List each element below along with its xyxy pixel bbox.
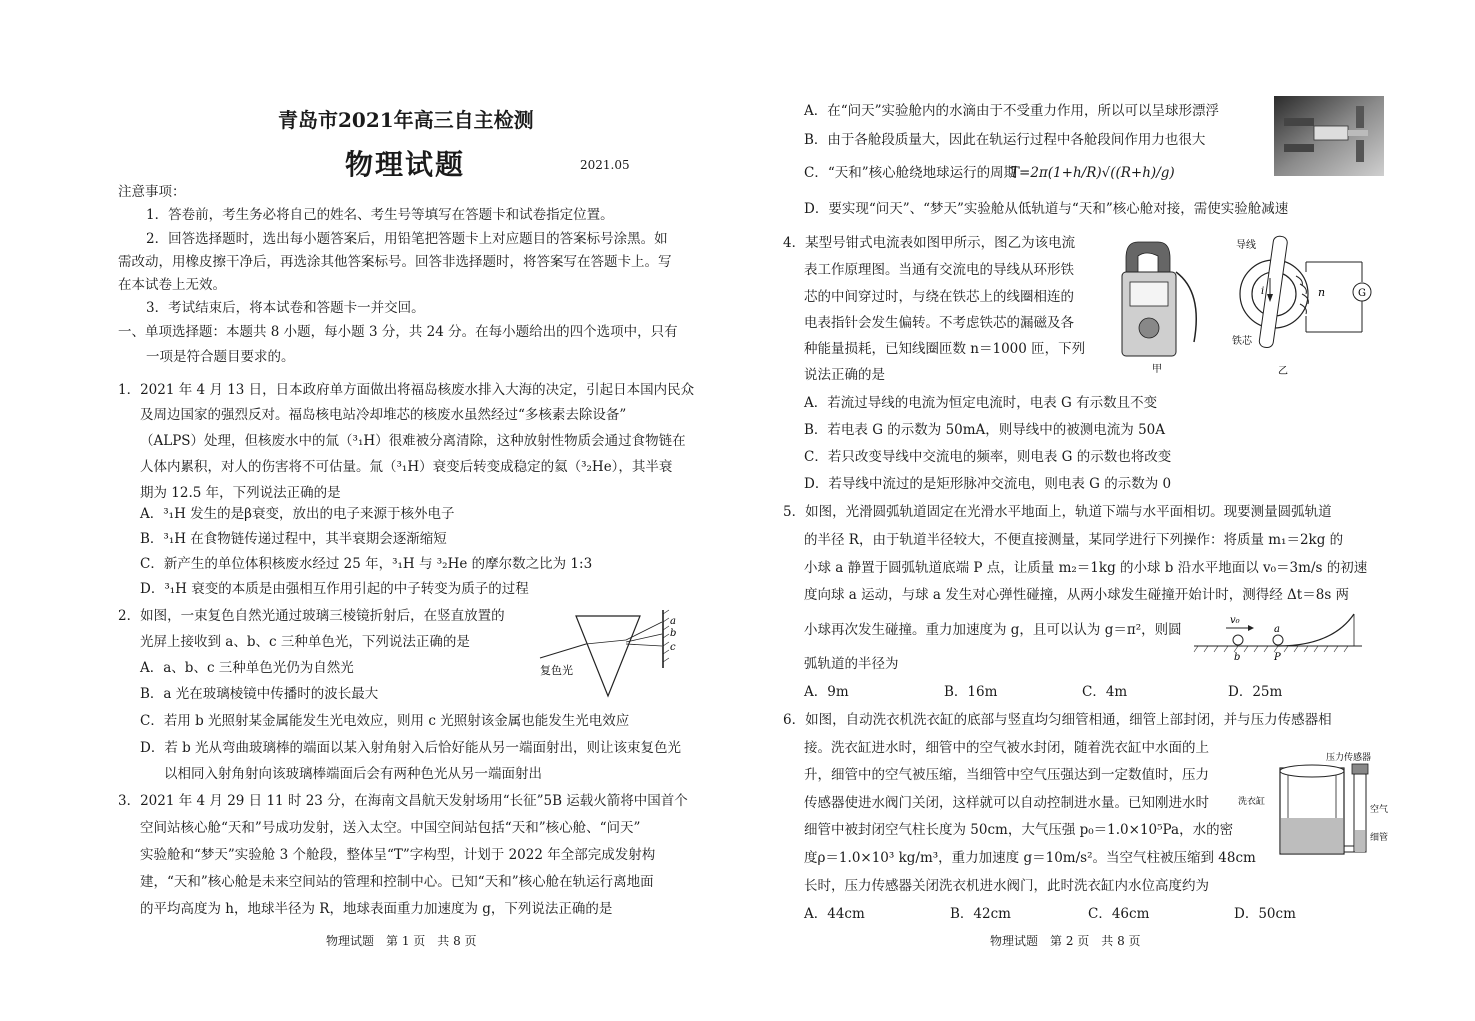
incident-ray	[540, 644, 586, 658]
question-3-line: 空间站核心舱“天和”号成功发射，送入太空。中国空间站包括“天和”核心舱、“问天”	[140, 820, 641, 836]
prism-figure	[536, 608, 686, 700]
prism-shape	[576, 616, 640, 696]
question-4-line: 表工作原理图。当通有交流电的导线从环形铁	[804, 262, 1074, 278]
washing-machine-figure	[1236, 748, 1396, 863]
question-5-line: 度向球 a 运动，与球 a 发生对心弹性碰撞，从两小球发生碰撞开始计时，测得经 Δt＝8s 两	[804, 587, 1350, 603]
question-3-option-b: B．由于各舱段质量大，因此在轨运行过程中各舱段间作用力也很大	[804, 132, 1206, 148]
ball-a-label: a	[1274, 624, 1280, 635]
question-5-line: 5．如图，光滑圆弧轨道固定在光滑水平地面上，轨道下端与水平面相切。现要测量圆弧轨道	[783, 504, 1332, 520]
ball-b	[1233, 635, 1243, 645]
section-heading-cont: 一项是符合题目要求的。	[146, 349, 295, 365]
question-6-line: 接。洗衣缸进水时，细管中的空气被水封闭，随着洗衣缸中水面的上	[804, 740, 1209, 756]
note-line: 3．考试结束后，将本试卷和答题卡一并交回。	[146, 300, 425, 316]
notes-heading: 注意事项：	[118, 184, 186, 200]
question-4-line: 芯的中间穿过时，与绕在铁芯上的线圈相连的	[804, 289, 1074, 305]
question-4-line: 4．某型号钳式电流表如图甲所示，图乙为该电流	[783, 235, 1076, 251]
label-b: b	[670, 628, 677, 639]
question-1-option-b: B．³₁H 在食物链传递过程中，其半衰期会逐渐缩短	[140, 531, 447, 547]
question-5-line: 的半径 R，由于轨道半径较大，不便直接测量，某同学进行下列操作：将质量 m₁＝2kg 的	[804, 532, 1344, 548]
question-6-option-a: A．44cm	[804, 906, 865, 922]
question-3-line: 实验舱和“梦天”实验舱 3 个舱段，整体呈“T”字构型，计划于 2022 年全部完成发射构	[140, 847, 656, 863]
figure-jia-label: 甲	[1152, 364, 1162, 375]
ray-c	[626, 644, 662, 646]
ray-a	[626, 622, 662, 640]
iron-core-label: 铁芯	[1232, 336, 1252, 347]
question-6-line: 长时，压力传感器关闭洗衣机进水阀门，此时洗衣缸内水位高度约为	[804, 878, 1209, 894]
clamp-principle-figure	[1212, 232, 1387, 377]
question-5-option-c: C．4m	[1082, 684, 1128, 700]
page-2-footer: 物理试题 第 2 页 共 8 页	[990, 934, 1141, 948]
question-5-option-d: D．25m	[1228, 684, 1283, 700]
question-4-option-a: A．若流过导线的电流为恒定电流时，电表 G 有示数且不变	[804, 395, 1158, 411]
question-1-option-c: C．新产生的单位体积核废水经过 25 年，³₁H 与 ³₂He 的摩尔数之比为 1:3	[140, 556, 593, 572]
question-4-option-b: B．若电表 G 的示数为 50mA，则导线中的被测电流为 50A	[804, 422, 1166, 438]
question-6-line: 升，细管中的空气被压缩，当细管中空气压强达到一定数值时，压力	[804, 767, 1209, 783]
question-4-line: 说法正确的是	[804, 367, 885, 383]
ball-a	[1273, 635, 1283, 645]
pressure-sensor	[1352, 764, 1368, 774]
question-1-option-a: A．³₁H 发生的是β衰变，放出的电子来源于核外电子	[140, 506, 455, 522]
question-2-line: 光屏上接收到 a、b、c 三种单色光，下列说法正确的是	[140, 634, 470, 650]
question-3-option-a: A．在“问天”实验舱内的水滴由于不受重力作用，所以可以呈球形漂浮	[804, 103, 1220, 119]
question-4-option-d: D．若导线中流过的是矩形脉冲交流电，则电表 G 的示数为 0	[804, 476, 1172, 492]
question-1-option-d: D．³₁H 衰变的本质是由强相互作用引起的中子转变为质子的过程	[140, 581, 529, 597]
period-formula: T=2π(1+h/R)√((R+h)/g)	[1010, 165, 1175, 181]
question-3-option-d: D．要实现“问天”、“梦天”实验舱从低轨道与“天和”核心舱对接，需使实验舱减速	[804, 201, 1289, 217]
label-a: a	[670, 616, 676, 627]
page-1-footer: 物理试题 第 1 页 共 8 页	[326, 934, 477, 948]
galvanometer-label: G	[1358, 288, 1366, 299]
question-2-option-b: B．a 光在玻璃棱镜中传播时的波长最大	[140, 686, 379, 702]
water	[1281, 818, 1343, 853]
question-4-line: 电表指针会发生偏转。不考虑铁芯的漏磁及各	[804, 315, 1074, 331]
question-6-option-b: B．42cm	[950, 906, 1011, 922]
sensor-label: 压力传感器	[1326, 753, 1372, 763]
air-label: 空气	[1370, 805, 1389, 815]
question-5-line: 小球 a 静置于圆弧轨道底端 P 点，让质量 m₂＝1kg 的小球 b 沿水平地面以 v₀＝3m/s 的初速	[804, 560, 1368, 576]
v0-label: v₀	[1230, 615, 1240, 626]
question-3-line: 建，“天和”核心舱是未来空间站的管理和控制中心。已知“天和”核心舱在轨运行离地面	[140, 874, 654, 890]
question-5-option-b: B．16m	[944, 684, 998, 700]
question-1-line: 及周边国家的强烈反对。福岛核电站冷却堆芯的核废水虽然经过“多核素去除设备”	[140, 407, 627, 423]
question-2-option-d-cont: 以相同入射角射向该玻璃棒端面后会有两种色光从另一端面射出	[164, 766, 542, 782]
arc-track-figure	[1192, 610, 1367, 662]
note-line: 需改动，用橡皮擦干净后，再选涂其他答案标号。回答非选择题时，将答案写在答题卡上。写	[118, 254, 672, 270]
question-6-line: 度ρ＝1.0×10³ kg/m³，重力加速度 g＝10m/s²。当空气柱被压缩到 48cm	[804, 850, 1256, 866]
note-line: 在本试卷上无效。	[118, 277, 226, 293]
question-1-line: 期为 12.5 年，下列说法正确的是	[140, 485, 341, 501]
exam-subject-title: 物理试题	[345, 148, 466, 181]
question-6-line: 传感器使进水阀门关闭，这样就可以自动控制进水量。已知刚进水时	[804, 795, 1209, 811]
note-line: 1．答卷前，考生务必将自己的姓名、考生号等填写在答题卡和试卷指定位置。	[146, 207, 614, 223]
composite-light-label: 复色光	[540, 664, 573, 677]
question-2-option-c: C．若用 b 光照射某金属能发生光电效应，则用 c 光照射该金属也能发生光电效应	[140, 713, 630, 729]
question-1-line: 1．2021 年 4 月 13 日，日本政府单方面做出将福岛核废水排入大海的决定，引起日本国内民众	[118, 382, 695, 398]
question-6-option-c: C．46cm	[1088, 906, 1150, 922]
question-1-line: （ALPS）处理，但核废水中的氚（³₁H）很难被分离清除，这种放射性物质会通过食物链在	[140, 433, 686, 449]
question-5-option-a: A．9m	[804, 684, 849, 700]
tub-label: 洗衣缸	[1238, 797, 1266, 807]
turns-label: n	[1318, 286, 1326, 299]
question-3-line: 的平均高度为 h，地球半径为 R，地球表面重力加速度为 g，下列说法正确的是	[140, 901, 613, 917]
question-2-option-a: A．a、b、c 三种单色光仍为自然光	[140, 660, 354, 676]
clamp-meter-figure	[1108, 232, 1208, 377]
question-5-line: 弧轨道的半径为	[804, 656, 899, 672]
ball-b-label: b	[1234, 652, 1241, 662]
section-heading: 一、单项选择题：本题共 8 小题，每小题 3 分，共 24 分。在每小题给出的四个选项中，只有	[118, 324, 678, 340]
question-2-option-d: D．若 b 光从弯曲玻璃棒的端面以某入射角射入后恰好能从另一端面射出，则让该束复色光	[140, 740, 682, 756]
label-c: c	[670, 642, 676, 653]
question-2-line: 2．如图，一束复色自然光通过玻璃三棱镜折射后，在竖直放置的	[118, 608, 505, 624]
question-6-line: 6．如图，自动洗衣机洗衣缸的底部与竖直均匀细管相通，细管上部封闭，并与压力传感器相	[783, 712, 1332, 728]
exam-title: 青岛市2021年高三自主检测	[278, 108, 534, 132]
exam-date: 2021.05	[580, 158, 630, 172]
arc-track	[1278, 614, 1354, 646]
question-5-line: 小球再次发生碰撞。重力加速度为 g，且可以认为 g＝π²，则圆	[804, 622, 1182, 638]
question-6-line: 细管中被封闭空气柱长度为 50cm，大气压强 p₀＝1.0×10⁵Pa，水的密	[804, 822, 1234, 838]
point-p-label: P	[1274, 652, 1281, 662]
question-1-line: 人体内累积，对人的伤害将不可估量。氚（³₁H）衰变后转变成稳定的氦（³₂He），其半衰	[140, 459, 673, 475]
question-6-option-d: D．50cm	[1234, 906, 1296, 922]
question-4-line: 种能量损耗，已知线圈匝数 n＝1000 匝，下列	[804, 341, 1086, 357]
figure-yi-label: 乙	[1278, 366, 1288, 377]
question-3-line: 3．2021 年 4 月 29 日 11 时 23 分，在海南文昌航天发射场用“长征”5B 运载火箭将中国首个	[118, 793, 688, 809]
space-station-photo	[1274, 96, 1384, 176]
note-line: 2．回答选择题时，选出每小题答案后，用铅笔把答题卡上对应题目的答案标号涂黑。如	[146, 231, 668, 247]
question-3-option-c: C．“天和”核心舱绕地球运行的周期	[804, 165, 1018, 181]
wire-label: 导线	[1236, 240, 1256, 251]
current-label: i	[1261, 286, 1265, 297]
question-4-option-c: C．若只改变导线中交流电的频率，则电表 G 的示数也将改变	[804, 449, 1172, 465]
tube-label: 细管	[1370, 833, 1389, 843]
